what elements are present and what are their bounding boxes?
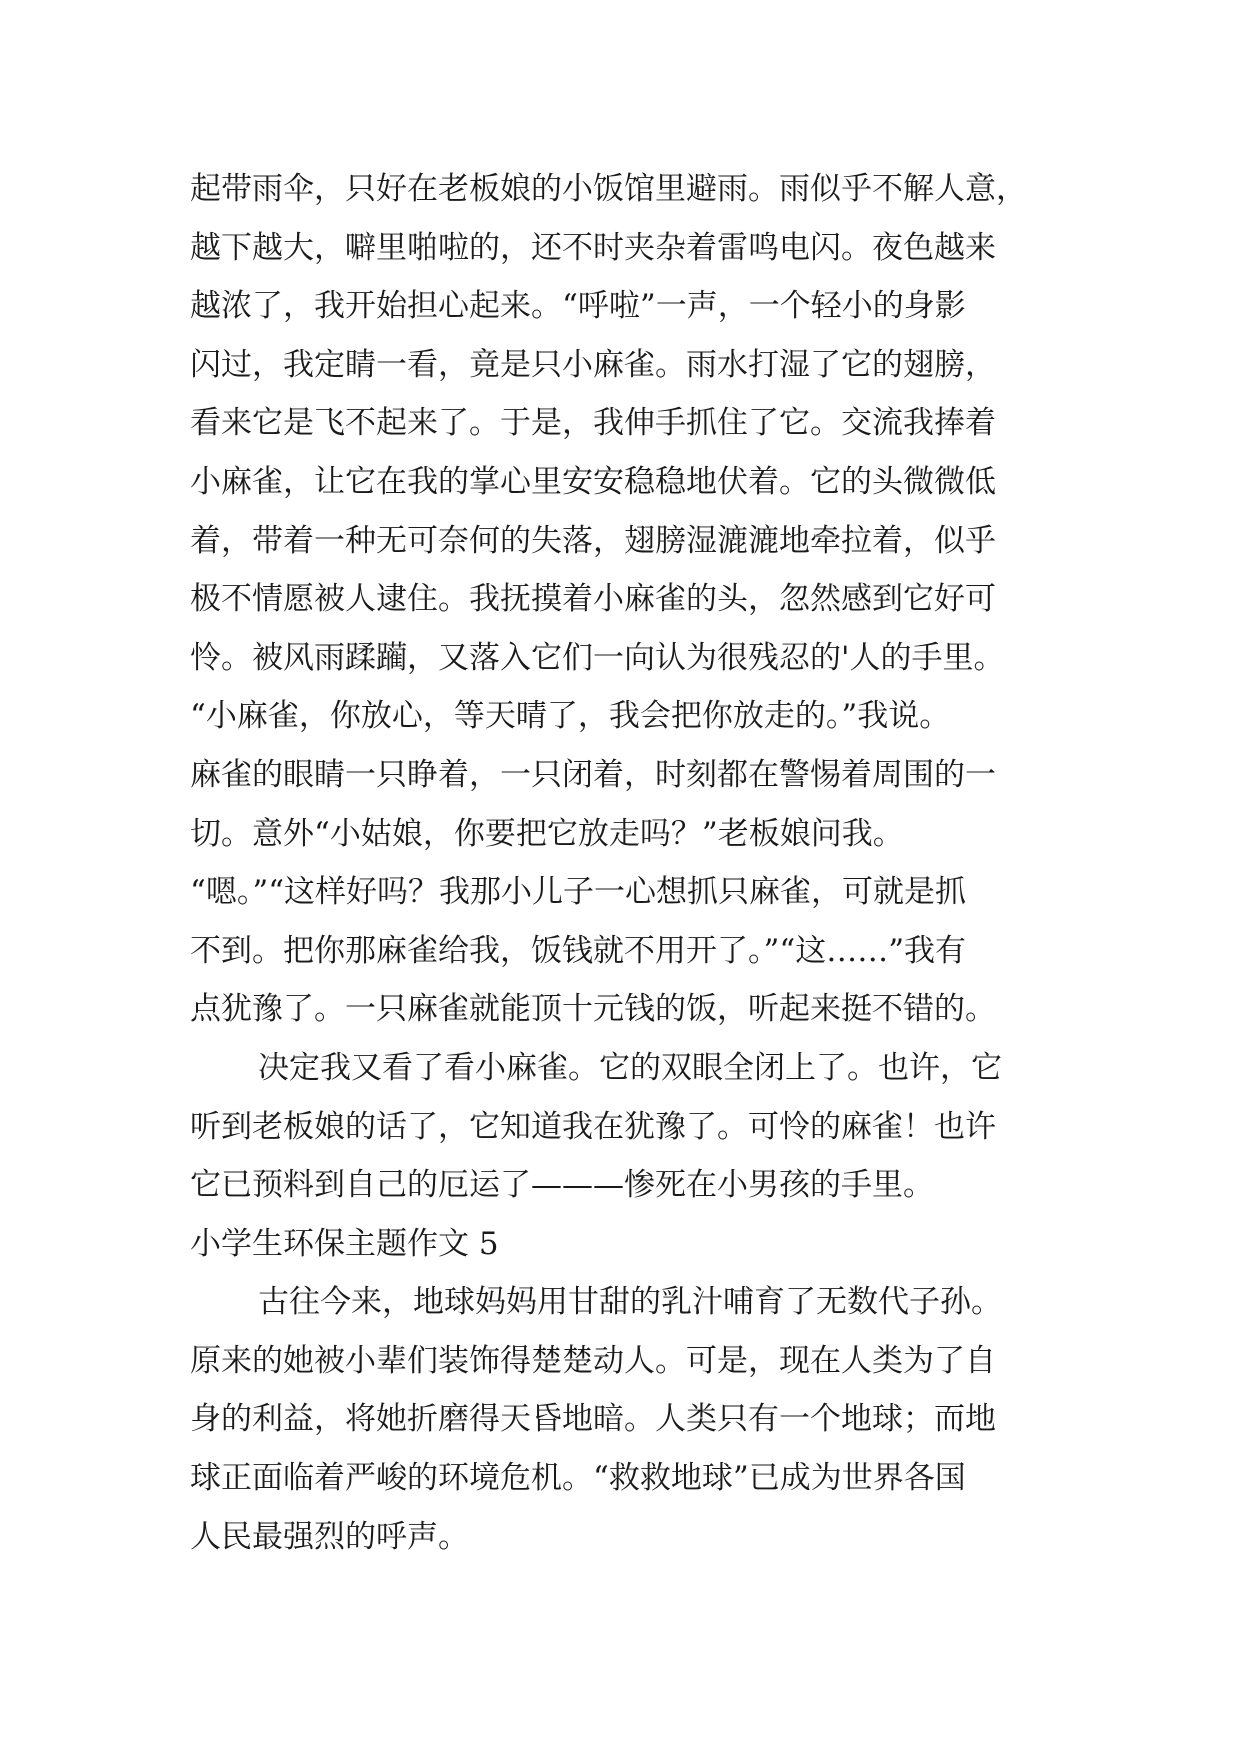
section-heading: 小学生环保主题作文 5	[190, 1225, 499, 1262]
paragraph-start-line: 决定我又看了看小麻雀。它的双眼全闭上了。也许，它	[258, 1049, 1002, 1086]
text-line: 越下越大，噼里啪啦的，还不时夹杂着雷鸣电闪。夜色越来	[190, 229, 996, 266]
text-line: 切。意外“小姑娘，你要把它放走吗？”老板娘问我。	[190, 815, 904, 852]
text-line: 闪过，我定睛一看，竟是只小麻雀。雨水打湿了它的翅膀，	[190, 346, 996, 383]
text-line: 起带雨伞，只好在老板娘的小饭馆里避雨。雨似乎不解人意，	[190, 171, 1027, 207]
essay-body	[190, 160, 1110, 1566]
text-line: 球正面临着严峻的环境危机。“救救地球”已成为世界各国	[190, 1460, 966, 1497]
text-line: 不到。把你那麻雀给我，饭钱就不用开了。”“这……”我有	[190, 932, 967, 969]
text-line: 身的利益，将她折磨得天昏地暗。人类只有一个地球；而地	[190, 1401, 996, 1438]
text-line: 越浓了，我开始担心起来。“呼啦”一声，一个轻小的身影	[190, 288, 966, 325]
text-line: 人民最强烈的呼声。	[190, 1518, 469, 1555]
text-line: “小麻雀，你放心，等天晴了，我会把你放走的。”我说。	[190, 698, 951, 735]
text-line: 点犹豫了。一只麻雀就能顶十元钱的饭，听起来挺不错的。	[190, 991, 996, 1028]
text-line: 怜。被风雨蹂躏，又落入它们一向认为很残忍的'人的手里。	[190, 639, 1005, 676]
text-line: 听到老板娘的话了，它知道我在犹豫了。可怜的麻雀！也许	[190, 1108, 996, 1145]
text-line: 看来它是飞不起来了。于是，我伸手抓住了它。交流我捧着	[190, 405, 996, 442]
text-line: 小麻雀，让它在我的掌心里安安稳稳地伏着。它的头微微低	[190, 463, 996, 500]
text-line: 极不情愿被人逮住。我抚摸着小麻雀的头，忽然感到它好可	[190, 581, 996, 618]
text-line: 麻雀的眼睛一只睁着，一只闭着，时刻都在警惕着周围的一	[190, 756, 996, 793]
text-line: 原来的她被小辈们装饰得楚楚动人。可是，现在人类为了自	[190, 1342, 996, 1379]
text-line: “嗯。”“这样好吗？我那小儿子一心想抓只麻雀，可就是抓	[190, 874, 967, 911]
paragraph-start-line: 古往今来，地球妈妈用甘甜的乳汁哺育了无数代子孙。	[258, 1284, 1002, 1321]
text-line: 着，带着一种无可奈何的失落，翅膀湿漉漉地牵拉着，似乎	[190, 522, 996, 559]
text-line: 它已预料到自己的厄运了———惨死在小男孩的手里。	[190, 1167, 934, 1204]
